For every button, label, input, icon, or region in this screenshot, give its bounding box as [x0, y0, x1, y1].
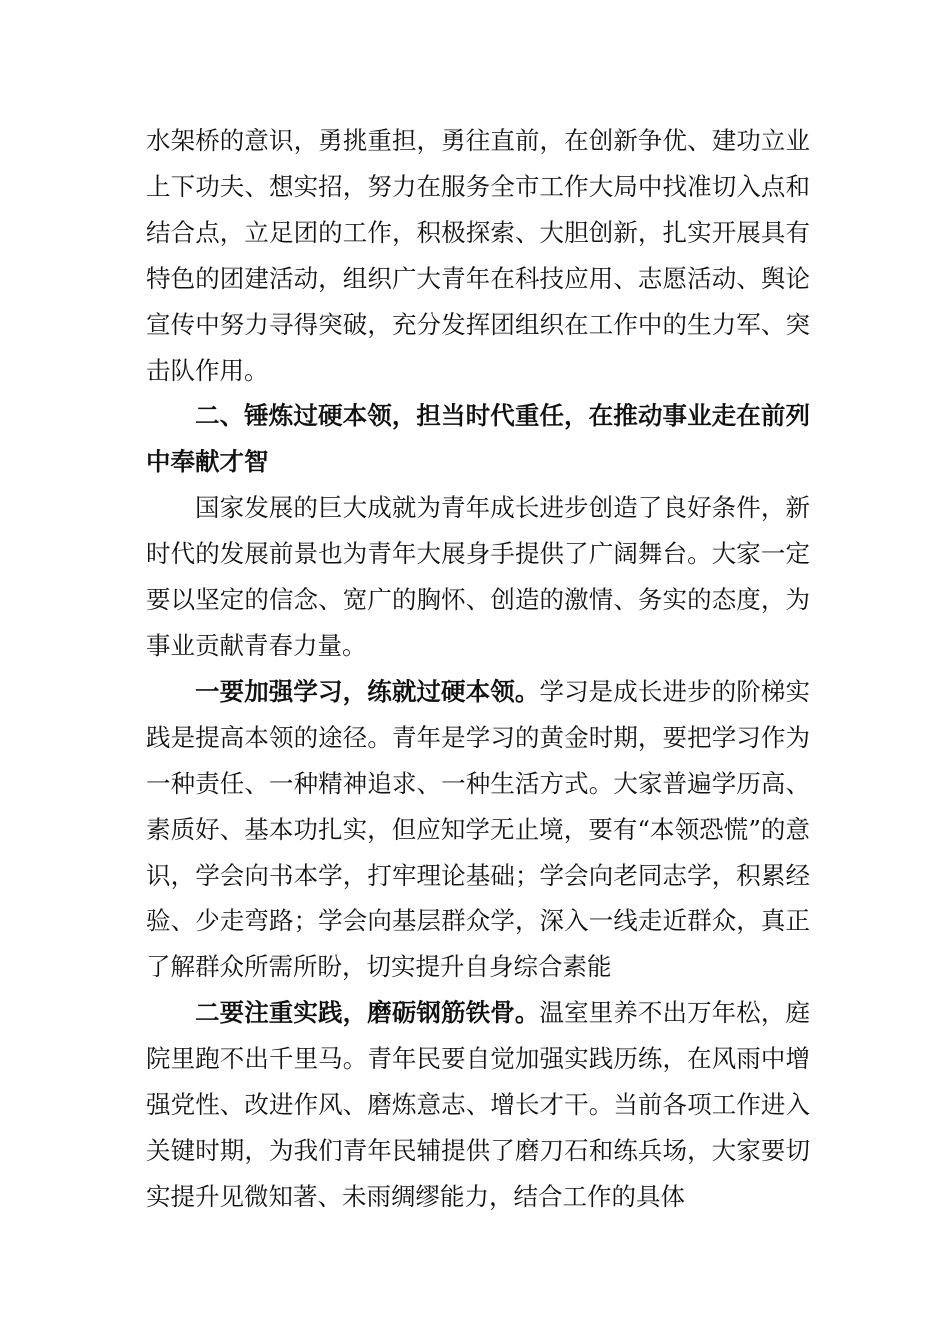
paragraph-intro: 国家发展的巨大成就为青年成长进步创造了良好条件，新时代的发展前景也为青年大展身手提供了广阔舞台。大家一定要以坚定的信念、宽广的胸怀、创造的激情、务实的态度，为事业贡献青春力量。: [146, 493, 810, 660]
paragraph-practice-lead: 二要注重实践，磨砺钢筋铁骨。: [195, 998, 540, 1028]
paragraph-study: [146, 669, 810, 990]
paragraph-practice: [146, 990, 810, 1220]
paragraph-study-body: 学习是成长进步的阶梯实践是提高本领的途径。青年是学习的黄金时期，要把学习作为一种责任、一种精神追求、一种生活方式。大家普遍学历高、素质好、基本功扎实，但应知学无止境，要有“本领恐慌”的意识，学会向书本学，打牢理论基础；学会向老同志学，积累经验、少走弯路；学会向基层群众学，深入一线走近群众，真正了解群众所需所盼，切实提升自身综合素能: [146, 676, 811, 982]
paragraph-practice-body: 温室里养不出万年松，庭院里跑不出千里马。青年民要自觉加强实践历练，在风雨中增强党性、改进作风、磨炼意志、增长才干。当前各项工作进入关键时期，为我们青年民辅提供了磨刀石和练兵场，大家要切实提升见微知著、未雨绸缪能力，结合工作的具体: [146, 998, 811, 1211]
document-page: [146, 118, 810, 1220]
paragraph-study-lead: 一要加强学习，练就过硬本领。: [195, 676, 540, 706]
paragraph-continuation: 水架桥的意识，勇挑重担，勇往直前，在创新争优、建功立业上下功夫、想实招，努力在服务全市工作大局中找准切入点和结合点，立足团的工作，积极探索、大胆创新，扎实开展具有特色的团建活动，组织广大青年在科技应用、志愿活动、舆论宣传中努力寻得突破，充分发挥团组织在工作中的生力军、突击队作用。: [146, 126, 810, 385]
section-heading-2: 二、锤炼过硬本领，担当时代重任，在推动事业走在前列中奉献才智: [146, 401, 810, 477]
